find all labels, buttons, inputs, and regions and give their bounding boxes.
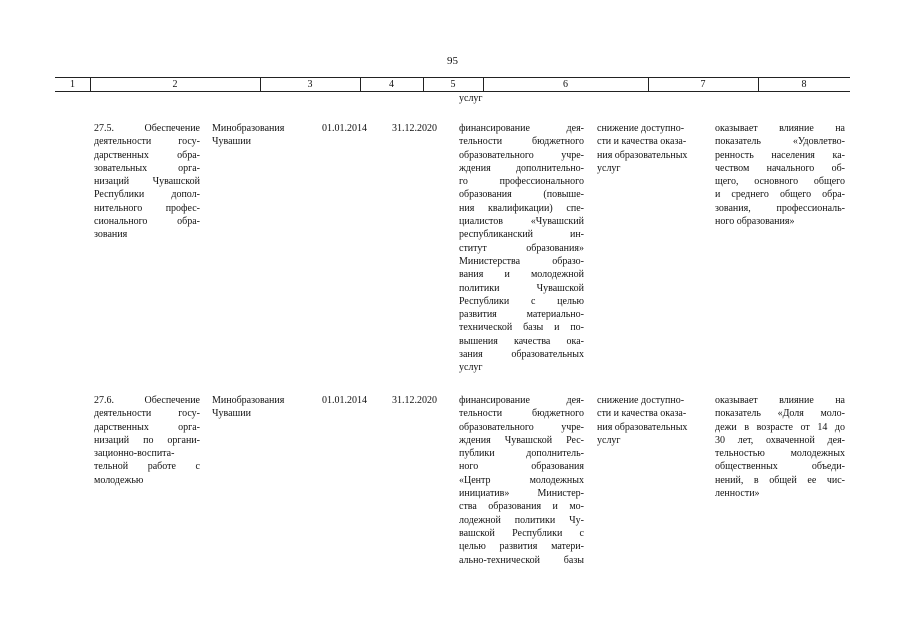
executor-27-5	[212, 122, 304, 149]
carry-over-text: услуг	[459, 93, 483, 104]
text-line: услуг	[597, 434, 621, 446]
text-line: зования	[94, 229, 128, 241]
text-line: целью развития матери-	[459, 541, 584, 553]
text-line: ждения дополнительно-	[459, 162, 584, 174]
measure-27-5	[94, 122, 200, 242]
text-line: нений, в общей ее чис-	[715, 474, 845, 486]
text-line: и среднего общего обра-	[715, 189, 845, 201]
text-line: ства образования и мо-	[459, 501, 584, 513]
text-line: 27.5. Обеспечение	[94, 123, 200, 134]
column-number-4: 4	[389, 79, 394, 90]
text-line: Чувашии	[212, 408, 251, 420]
text-line: республиканский ин-	[459, 229, 584, 241]
text-line: низаций по органи-	[94, 434, 200, 446]
text-line: зовательных орга-	[94, 162, 200, 174]
text-line: лодежной политики Чу-	[459, 514, 584, 526]
end-date-27-5: 31.12.2020	[392, 123, 437, 134]
text-line: ально-технической базы	[459, 554, 584, 566]
text-line: финансирование дея-	[459, 123, 584, 134]
text-line: тельностью молодежных	[715, 448, 845, 460]
text-line: образования (повыше-	[459, 189, 584, 201]
text-line: ститут образования»	[459, 242, 584, 254]
page-number: 95	[447, 55, 458, 67]
text-line: го профессионального	[459, 176, 584, 188]
text-line: дарственных орга-	[94, 421, 200, 433]
start-date-27-5: 01.01.2014	[322, 123, 367, 134]
text-line: тельности бюджетного	[459, 408, 584, 420]
text-line: Минобразования	[212, 123, 285, 134]
consequence-27-5	[597, 122, 703, 175]
text-line: образовательного учре-	[459, 421, 584, 433]
text-line: зания образовательных	[459, 349, 584, 361]
text-line: финансирование дея-	[459, 395, 584, 406]
text-line: ного образования»	[715, 216, 795, 228]
text-line: показатель «Удовлетво-	[715, 136, 845, 148]
text-line: ния образовательных	[597, 149, 688, 161]
end-date-27-6: 31.12.2020	[392, 395, 437, 406]
text-line: тельности бюджетного	[459, 136, 584, 148]
column-number-3: 3	[307, 79, 313, 90]
text-line: чеством начального об-	[715, 162, 845, 174]
text-line: молодежью	[94, 474, 144, 486]
indicator-27-6	[715, 394, 845, 500]
text-line: зования, профессиональ-	[715, 202, 845, 214]
text-line: политики Чувашской	[459, 282, 584, 294]
text-line: услуг	[459, 362, 483, 374]
description-27-6	[459, 394, 584, 567]
column-number-2: 2	[172, 79, 178, 90]
text-line: дарственных обра-	[94, 149, 200, 161]
text-line: 30 лет, охваченной дея-	[715, 434, 845, 446]
text-line: технической базы и по-	[459, 322, 584, 334]
consequence-27-6	[597, 394, 703, 447]
text-line: снижение доступно-	[597, 123, 685, 134]
column-number-5: 5	[450, 79, 456, 90]
text-line: вания и молодежной	[459, 269, 584, 281]
text-line: ленности»	[715, 488, 760, 500]
text-line: развития материально-	[459, 309, 584, 321]
text-line: низаций Чувашской	[94, 176, 200, 188]
text-line: Министерства образо-	[459, 255, 584, 267]
text-line: вашской Республики с	[459, 527, 584, 539]
text-line: сти и качества оказа-	[597, 136, 687, 148]
text-line: сти и качества оказа-	[597, 408, 687, 420]
column-number-7: 7	[700, 79, 706, 90]
text-line: щего, основного общего	[715, 176, 845, 188]
text-line: нительного профес-	[94, 202, 200, 214]
text-line: публики дополнитель-	[459, 448, 584, 460]
measure-27-6	[94, 394, 200, 487]
text-line: Минобразования	[212, 395, 285, 406]
start-date-27-6: 01.01.2014	[322, 395, 367, 406]
text-line: Чувашии	[212, 136, 251, 148]
text-line: деятельности госу-	[94, 408, 200, 420]
text-line: ного образования	[459, 461, 584, 473]
text-line: образовательного учре-	[459, 149, 584, 161]
text-line: дежи в возрасте от 14 до	[715, 421, 845, 433]
text-line: ренность населения ка-	[715, 149, 845, 161]
text-line: тельной работе с	[94, 461, 200, 473]
text-line: 27.6. Обеспечение	[94, 395, 200, 406]
text-line: оказывает влияние на	[715, 123, 845, 134]
column-number-header	[55, 77, 850, 92]
text-line: Республики допол-	[94, 189, 200, 201]
text-line: вышения качества ока-	[459, 335, 584, 347]
text-line: общественных объеди-	[715, 461, 845, 473]
text-line: зационно-воспита-	[94, 448, 175, 460]
text-line: циалистов «Чувашский	[459, 216, 584, 228]
text-line: «Центр молодежных	[459, 474, 584, 486]
text-line: ждения Чувашской Рес-	[459, 434, 584, 446]
description-27-5	[459, 122, 584, 375]
text-line: Республики с целью	[459, 295, 584, 307]
indicator-27-5	[715, 122, 845, 228]
column-number-1: 1	[70, 79, 75, 90]
text-line: деятельности госу-	[94, 136, 200, 148]
column-number-6: 6	[563, 79, 568, 90]
text-line: инициатив» Министер-	[459, 488, 584, 500]
executor-27-6	[212, 394, 304, 421]
text-line: снижение доступно-	[597, 395, 685, 406]
text-line: ния квалификации) спе-	[459, 202, 584, 214]
text-line: оказывает влияние на	[715, 395, 845, 406]
text-line: ния образовательных	[597, 421, 688, 433]
text-line: показатель «Доля моло-	[715, 408, 845, 420]
text-line: сионального обра-	[94, 216, 200, 228]
column-number-8: 8	[801, 79, 807, 90]
text-line: услуг	[597, 162, 621, 174]
